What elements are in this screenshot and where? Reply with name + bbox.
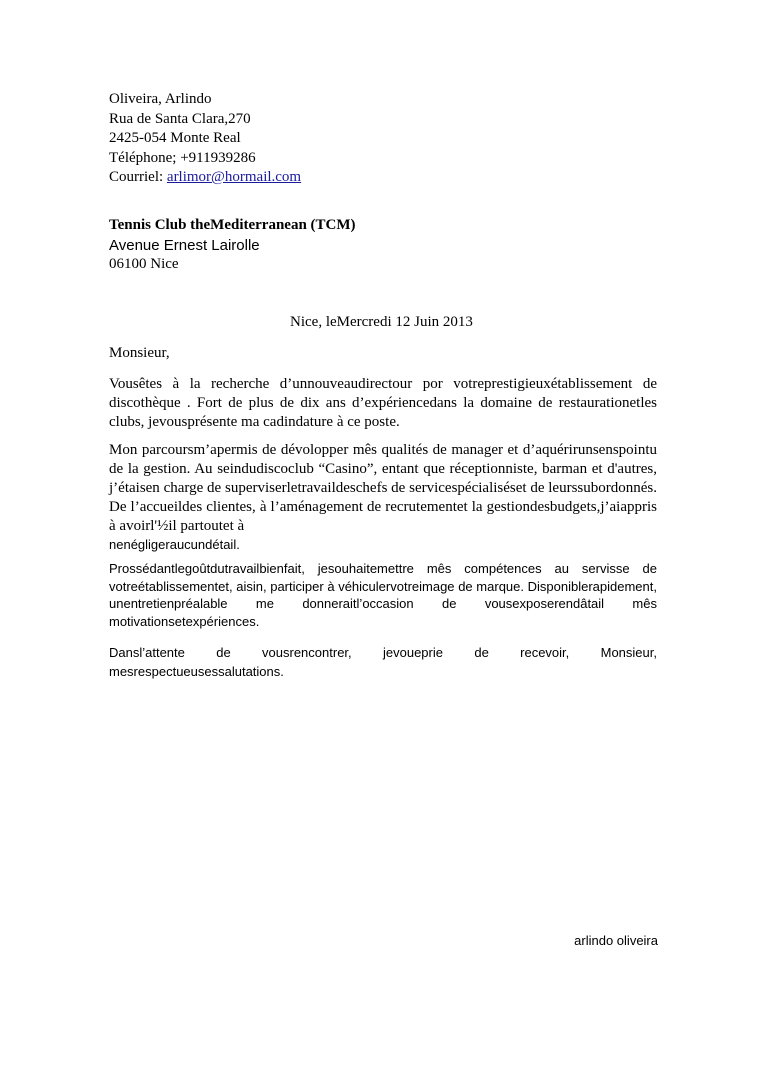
recipient-city: 06100 Nice: [109, 256, 179, 272]
paragraph-experience-tail: nenégligeraucundétail.: [109, 537, 240, 552]
paragraph-intro: Vousêtes à la recherche d’unnouveaudirectour por votreprestigieuxétablissement de discothèque . Fort de plus de dix ans d’expériencedans la domaine de restaurationetles clubs, jevousprésente ma cadindature à ce poste.: [109, 376, 657, 430]
recipient-street: Avenue Ernest Lairolle: [109, 236, 260, 254]
paragraph-experience-main: Mon parcoursm’apermis de dévolopper mês qualités de manager et d’aquérirunsenspointu de la gestion. Au seindudiscoclub “Casino”, entant que réceptionniste, barman et d'autres, j’étaisen charge de superviserletravaildeschefs de servicespécialiséset de leurssubordonnés. De l’accueildes clientes, à l’aménagement de recrutementet la gestiondesbudgets,j’aiappris à avoirl'½il partoutet à: [109, 442, 657, 534]
sender-phone: Téléphone; +911939286: [109, 149, 256, 166]
salutation: Monsieur,: [109, 345, 170, 361]
sender-email-label: Courriel:: [109, 169, 167, 185]
sender-email-link[interactable]: arlimor@hormail.com: [166, 169, 302, 185]
paragraph-closing: Dansl’attente de vousrencontrer, jevoueprie de recevoir, Monsieur, mesrespectueusessalutations.: [109, 645, 657, 679]
sender-name: Oliveira, Arlindo: [109, 91, 212, 107]
paragraph-motivation: Prossédantlegoûtdutravailbienfait, jesouhaitemettre mês compétences au servisse de votreétablissementet, aisin, participer à véhiculervotreimage de marque. Disponiblerapidement, unentretienpréalable me donneraitl’occasion de vousexposerendâtail mês motivationsetexpériences.: [109, 561, 657, 629]
recipient-address: [109, 216, 657, 275]
sender-city: 2425-054 Monte Real: [109, 130, 241, 146]
letter-date: Nice, leMercredi 12 Juin 2013: [290, 314, 473, 330]
signature: arlindo oliveira: [574, 933, 658, 948]
sender-street: Rua de Santa Clara,270: [109, 110, 251, 127]
sender-email-line: [109, 168, 657, 188]
sender-address: [109, 90, 657, 188]
paragraph-experience: [109, 441, 657, 553]
recipient-company: Tennis Club theMediterranean (TCM): [109, 217, 356, 233]
